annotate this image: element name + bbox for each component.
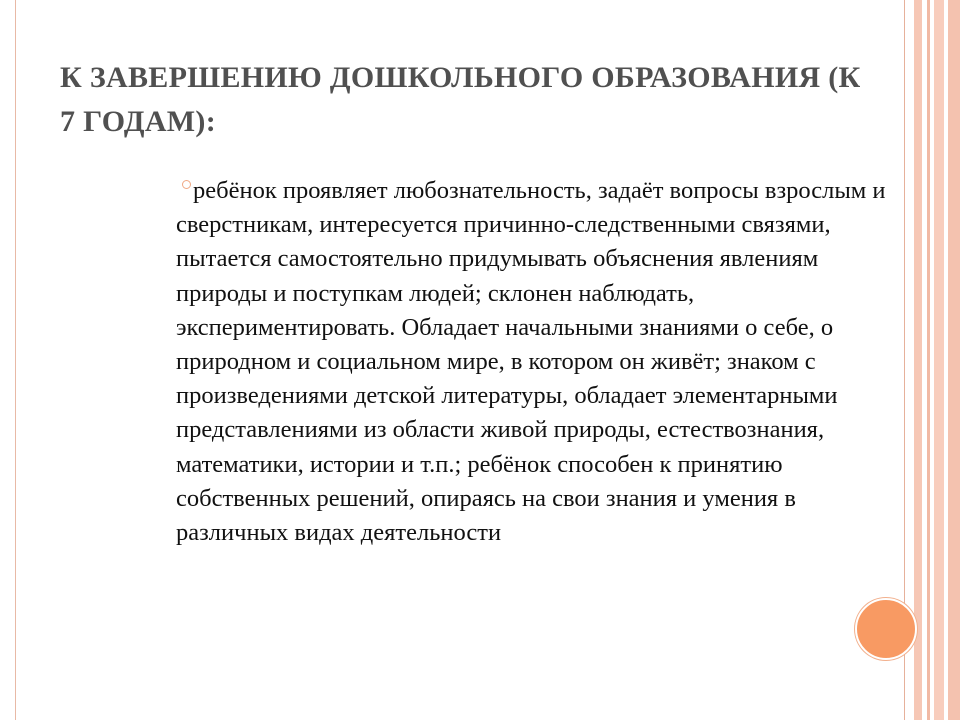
bullet-paragraph — [176, 174, 906, 550]
right-stripe — [948, 0, 960, 720]
left-frame-line — [15, 0, 16, 720]
bullet-text: ребёнок проявляет любознательность, задаёт вопросы взрослым и сверстникам, интересуется причинно-следственными связями, пытается самостоятельно придумывать объяснения явлениям природы и поступкам людей; склонен наблюдать, экспериментировать. Обладает начальными знаниями о себе, о природном и социальном мире, в котором он живёт; знаком с произведениями детской литературы, обладает элементарными представлениями из области живой природы, естествознания, математики, истории и т.п.; ребёнок способен к принятию собственных решений, опираясь на свои знания и умения в различных видах деятельности — [176, 177, 886, 547]
right-stripe — [934, 0, 944, 720]
right-stripe — [927, 0, 930, 720]
decorative-circle — [855, 598, 917, 660]
right-stripe — [914, 0, 922, 720]
slide-title: К ЗАВЕРШЕНИЮ ДОШКОЛЬНОГО ОБРАЗОВАНИЯ (К 7 ГОДАМ): — [60, 61, 861, 138]
bullet-circle-icon — [182, 180, 191, 189]
